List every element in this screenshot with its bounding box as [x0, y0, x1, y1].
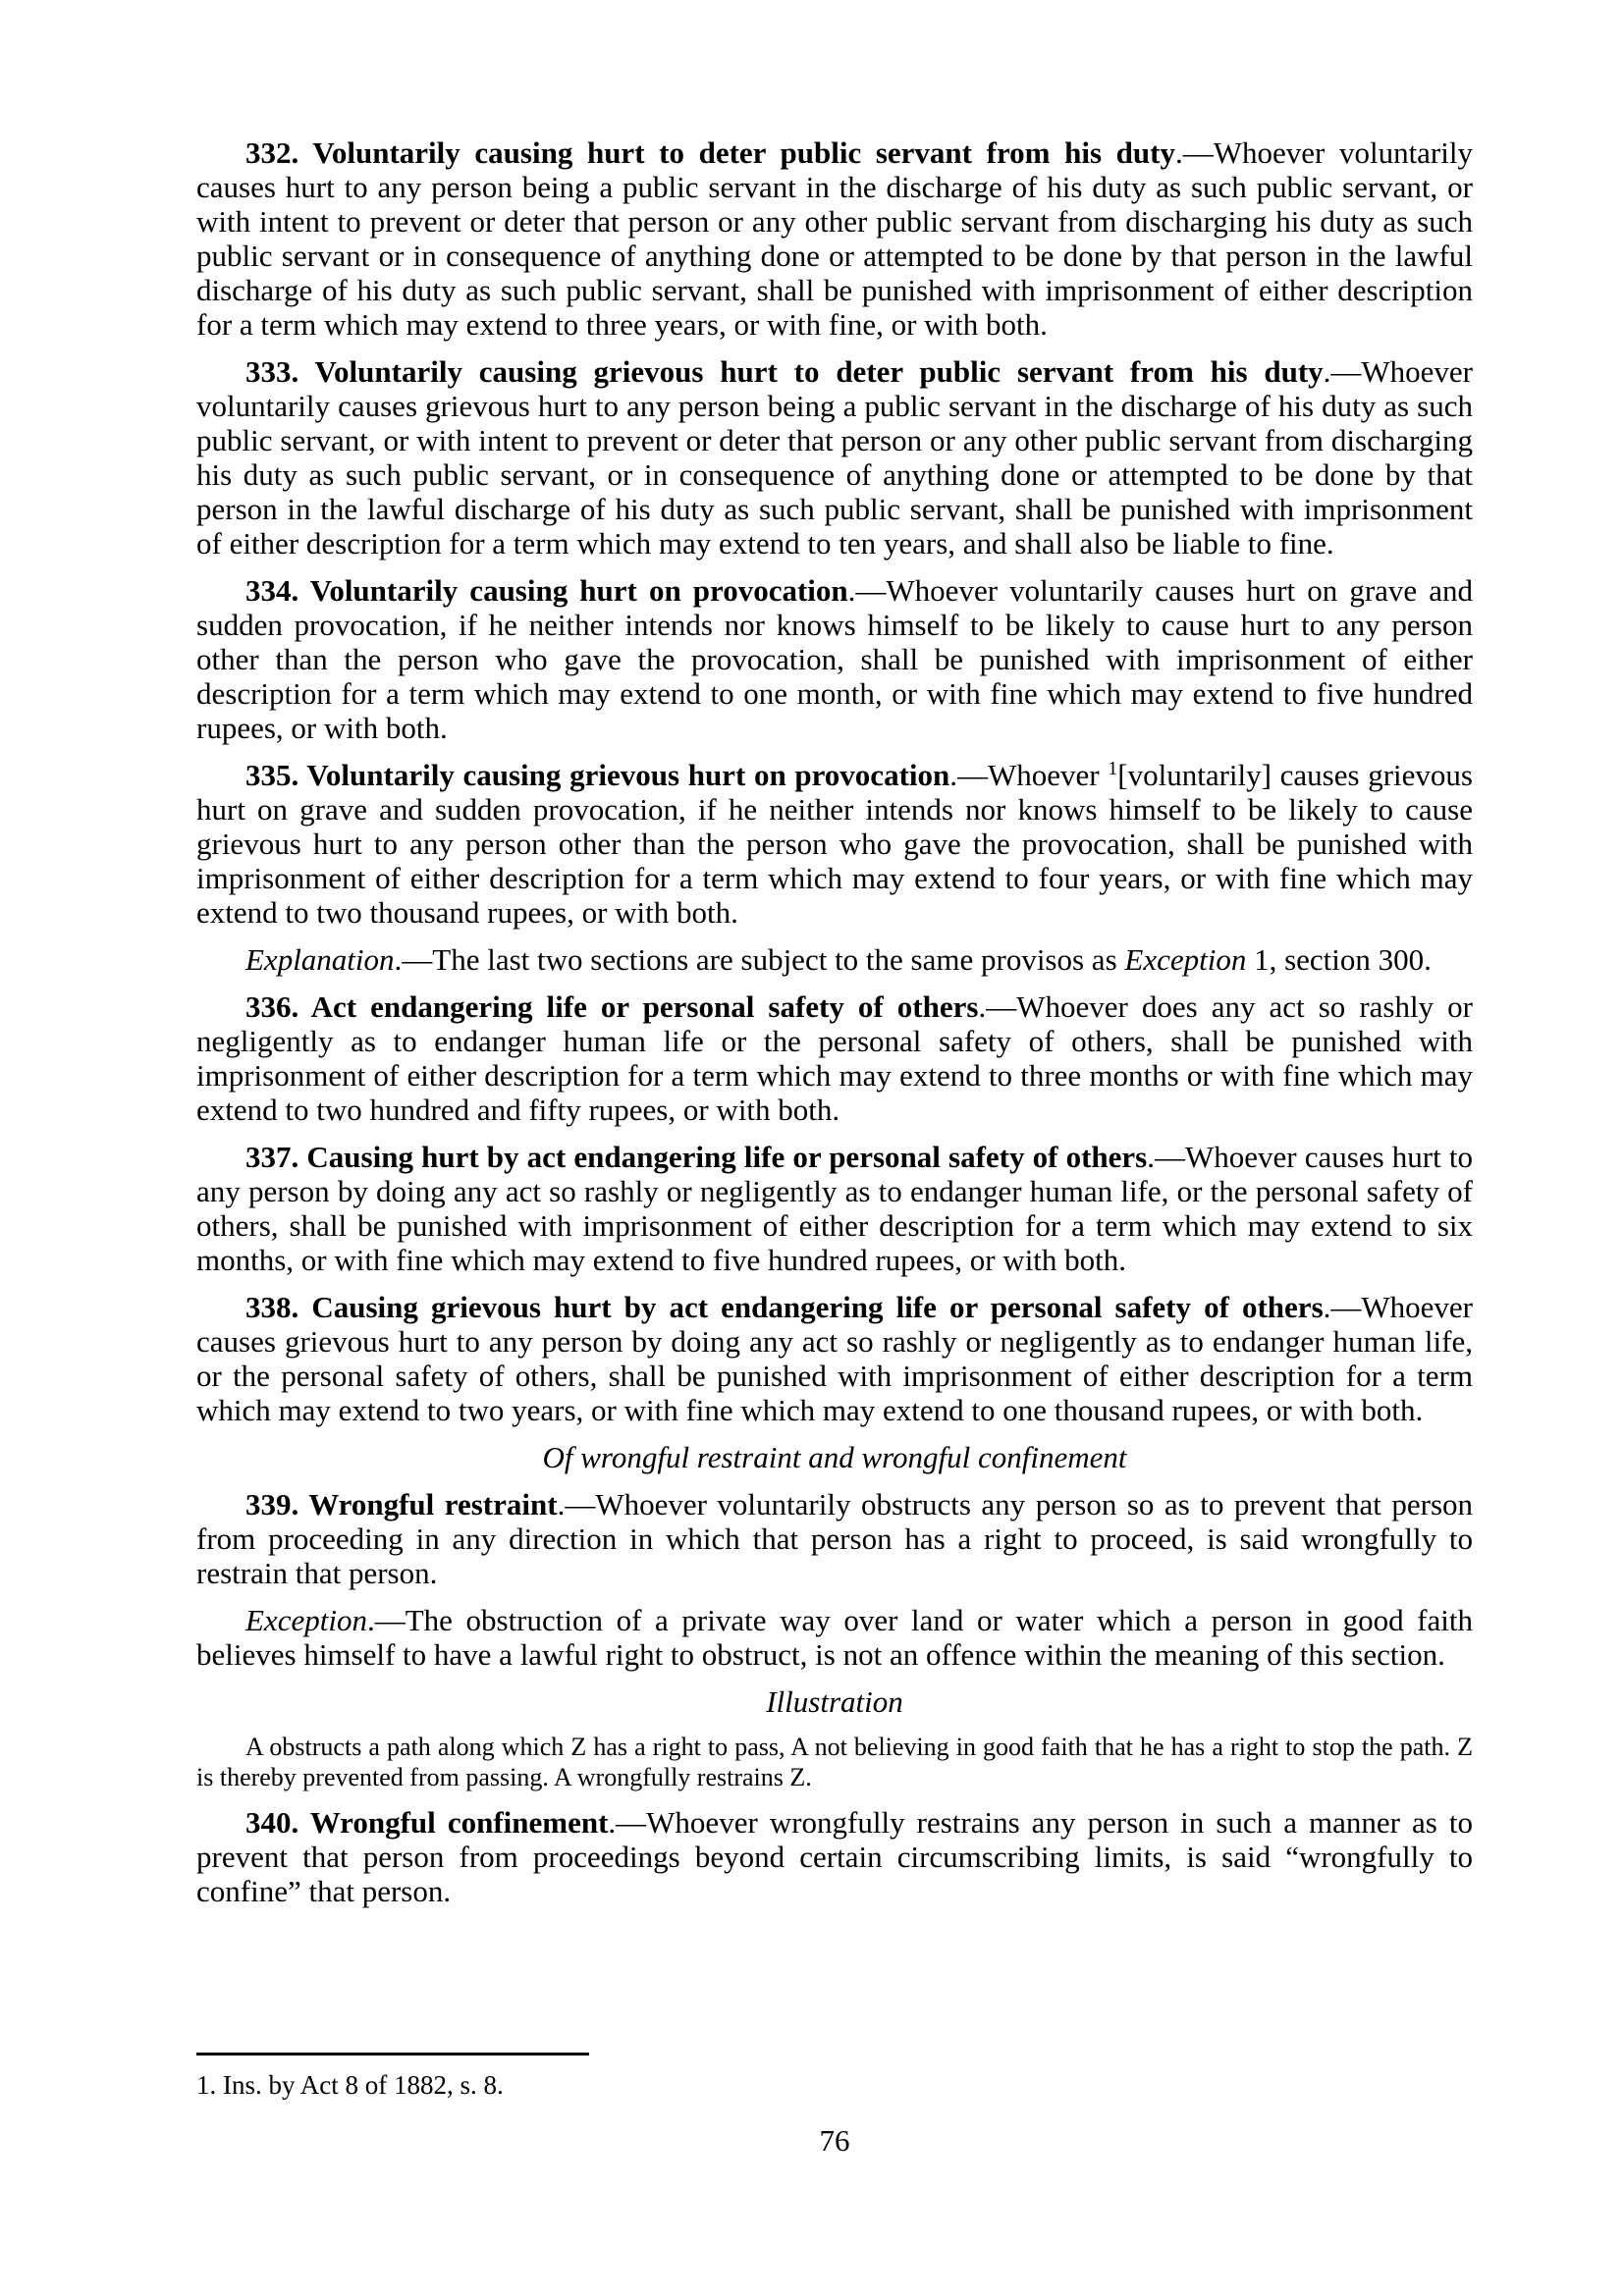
explanation-lead: Explanation: [245, 942, 395, 977]
section-337-title: 337. Causing hurt by act endangering life or personal safety of others: [245, 1140, 1148, 1174]
section-332-title: 332. Voluntarily causing hurt to deter public servant from his duty: [245, 135, 1175, 170]
section-338-paragraph: [196, 1290, 1473, 1427]
footnote-text: 1. Ins. by Act 8 of 1882, s. 8.: [196, 2070, 504, 2100]
section-336-body: .—Whoever does any act so rashly or negligently as to endanger human life or the personal safety of others, shall be punished with imprisonment of either description for a term which may extend to three months or with fine which may extend to two hundred and fifty rupees, or with both.: [196, 989, 1473, 1127]
section-340-title: 340. Wrongful confinement: [245, 1805, 609, 1840]
footnote-block: [196, 2053, 1473, 2101]
section-332-paragraph: [196, 135, 1473, 342]
section-333-title: 333. Voluntarily causing grievous hurt to deter public servant from his duty: [245, 354, 1324, 389]
page-number: 76: [819, 2123, 850, 2158]
section-333-paragraph: [196, 354, 1473, 561]
section-340-paragraph: [196, 1805, 1473, 1908]
section-334-body: .—Whoever voluntarily causes hurt on grave and sudden provocation, if he neither intends nor knows himself to be likely to cause hurt to any person other than the person who gave the provocation, shall be punished with imprisonment of either description for a term which may extend to one month, or with fine which may extend to five hundred rupees, or with both.: [196, 573, 1474, 745]
section-339-body: .—Whoever voluntarily obstructs any person so as to prevent that person from proceeding in any direction in which that person has a right to proceed, is said wrongfully to restrain that person.: [196, 1487, 1474, 1590]
section-335-paragraph: [196, 758, 1473, 930]
section-334-title: 334. Voluntarily causing hurt on provocation: [245, 573, 848, 608]
explanation-body-2: 1, section 300.: [1246, 942, 1432, 977]
footnote-reference-1: 1: [1108, 758, 1118, 779]
subchapter-heading: Of wrongful restraint and wrongful confinement: [542, 1440, 1127, 1474]
illustration-heading: Illustration: [766, 1684, 903, 1719]
section-340-body: .—Whoever wrongfully restrains any person in such a manner as to prevent that person from proceedings beyond certain circumscribing limits, is said “wrongfully to confine” that person.: [196, 1805, 1473, 1908]
section-336-title: 336. Act endangering life or personal safety of others: [245, 989, 979, 1024]
exception-paragraph: [196, 1603, 1473, 1672]
section-336-paragraph: [196, 989, 1473, 1127]
footnote-divider: [196, 2053, 589, 2056]
section-335-body-pre: .—Whoever: [949, 758, 1109, 792]
section-332-body: .—Whoever voluntarily causes hurt to any person being a public servant in the discharge of his duty as such public servant, or with intent to prevent or deter that person or any other public servant from discharging his duty as such public servant or in consequence of anything done or attempted to be done by that person in the lawful discharge of his duty as such public servant, shall be punished with imprisonment of either description for a term which may extend to three years, or with fine, or with both.: [196, 135, 1473, 342]
section-338-body: .—Whoever causes grievous hurt to any person by doing any act so rashly or negligently as to endanger human life, or the personal safety of others, shall be punished with imprisonment of either description for a term which may extend to two years, or with fine which may extend to one thousand rupees, or with both.: [196, 1290, 1473, 1427]
exception-body: .—The obstruction of a private way over land or water which a person in good faith believes himself to have a lawful right to obstruct, is not an offence within the meaning of this section.: [196, 1603, 1473, 1672]
exception-lead: Exception: [245, 1603, 367, 1637]
illustration-paragraph: A obstructs a path along which Z has a right to pass, A not believing in good faith that he has a right to stop the path. Z is thereby prevented from passing. A wrongfully restrains Z.: [196, 1733, 1473, 1791]
section-337-paragraph: [196, 1140, 1473, 1277]
section-337-body: .—Whoever causes hurt to any person by doing any act so rashly or negligently as to endanger human life, or the personal safety of others, shall be punished with imprisonment of either description for a term which may extend to six months, or with fine which may extend to five hundred rupees, or with both.: [196, 1140, 1473, 1277]
section-339-paragraph: [196, 1487, 1473, 1590]
explanation-exception-word: Exception: [1124, 942, 1247, 977]
explanation-paragraph: [196, 942, 1473, 977]
section-338-title: 338. Causing grievous hurt by act endangering life or personal safety of others: [245, 1290, 1324, 1324]
section-333-body: .—Whoever voluntarily causes grievous hurt to any person being a public servant in the discharge of his duty as such public servant, or with intent to prevent or deter that person or any other public servant from discharging his duty as such public servant, or in consequence of anything done or attempted to be done by that person in the lawful discharge of his duty as such public servant, shall be punished with imprisonment of either description for a term which may extend to ten years, and shall also be liable to fine.: [196, 354, 1473, 561]
section-334-paragraph: [196, 573, 1473, 745]
section-335-title: 335. Voluntarily causing grievous hurt on provocation: [245, 758, 950, 792]
explanation-body-1: .—The last two sections are subject to the same provisos as: [394, 942, 1125, 977]
section-335-body-post: [voluntarily] causes grievous hurt on grave and sudden provocation, if he neither intends nor knows himself to be likely to cause grievous hurt to any person other than the person who gave the provocation, shall be punished with imprisonment of either description for a term which may extend to four years, or with fine which may extend to two thousand rupees, or with both.: [196, 758, 1473, 930]
document-text-block: [196, 135, 1473, 1921]
section-339-title: 339. Wrongful restraint: [245, 1487, 558, 1522]
